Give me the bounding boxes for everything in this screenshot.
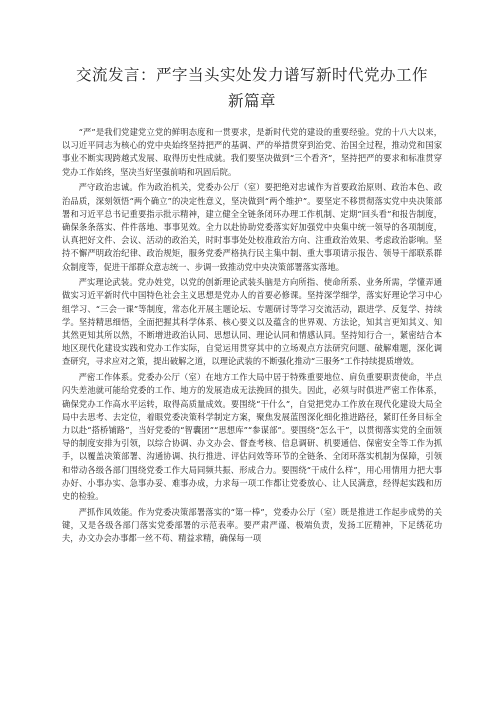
document-title-line-2: 新篇章 xyxy=(227,92,276,110)
paragraph-work-style: 严抓作风效能。作为党委决策部署落实的“第一棒”，党委办公厅（室）既是推进工作起步成势的关键，又是各级各部门落实党委部署的示范表率。要严肃严谨、极端负责，发扬工匠精神，下足绣花功夫，办文办会办事都一丝不苟、精益求精，确保每一项 xyxy=(62,506,442,544)
document-title-line-1: 交流发言：严字当头实处发力谱写新时代党办工作 xyxy=(75,66,428,84)
paragraph-political-loyalty: 严守政治忠诚。作为政治机关，党委办公厅（室）要把绝对忠诚作为首要政治原则、政治本色、政治品质，深刻领悟“两个确立”的决定性意义，坚决做到“两个维护”。要坚定不移贯彻落实党中央决策部署和习近平总书记重要指示批示精神，建立健全全链条闭环办理工作机制、定期“回头看”和报告制度，确保条条落实、件件落地、事事见效。全力以赴协助党委落实好加强党中央集中统一领导的各项制度，认真把好文件、会议、活动的政治关，时时事事处处校准政治方向、注重政治效果、考虑政治影响。坚持不懈严明政治纪律、政治规矩，服务党委严格执行民主集中制、重大事项请示报告、领导干部联系群众制度等，促进干部群众意志统一、步调一致推动党中央决策部署落实落地。 xyxy=(62,182,442,272)
paragraph-theory-study: 严实理论武装。党办姓党，以党的创新理论武装头脑是方向所指、使命所系、业务所需，学懂弄通做实习近平新时代中国特色社会主义思想是党办人的首要必修课。坚持深学细学，落实好理论学习中心组学习、“三会一课”等制度，常态化开展主题论坛、专题研讨等学习交流活动，跟进学、反复学、持续学。坚持精思细悟，全面把握其科学体系、核心要义以及蕴含的世界观、方法论，知其言更知其义、知其然更知其所以然，不断增进政治认同、思想认同、理论认同和情感认同。坚持知行合一，紧密结合本地区现代化建设实践和党办工作实际，自觉运用贯穿其中的立场观点方法研究问题、破解难题，深化调查研究，寻求应对之策，提出破解之道，以理论武装的不断强化推动“三服务”工作持续提质增效。 xyxy=(62,277,442,367)
paragraph-intro: “严”是我们党建党立党的鲜明态度和一贯要求，是新时代党的建设的重要经验。党的十八大以来，以习近平同志为核心的党中央始终坚持把严的基调、严的举措贯穿到治党、治国全过程，推动党和国家事业不断实现跨越式发展、取得历史性成就。我们要坚决做到“三个看齐”，坚持把严的要求和标准贯穿党办工作始终，坚决当好坚强前哨和巩固后院。 xyxy=(62,127,442,177)
paragraph-work-system: 严密工作体系。党委办公厅（室）在地方工作大局中居于特殊重要地位、肩负重要职责使命，半点闪失差池就可能给党委的工作、地方的发展造成无法挽回的损失。因此，必须与时俱进严密工作体系，确保党办工作高水平运转，取得高质量成效。要围绕“干什么”，自觉把党办工作放在现代化建设大局全局中去思考、去定位，着眼党委决策科学制定方案，聚焦发展蓝图深化细化推进路径，紧盯任务目标全力以赴“搭桥铺路”，当好党委的“智囊团”“思想库”“参谋部”。要围绕“怎么干”，以贯彻落实党的全面领导的制度安排为引领，以综合协调、办文办会、督查考核、信息调研、机要通信、保密安全等工作为抓手，以覆盖决策部署、沟通协调、执行推进、评估问效等环节的全链条、全闭环落实机制为保障，引领和带动各级各部门围绕党委工作大局同频共振、形成合力。要围绕“干成什么样”，用心用情用力把大事办好、小事办实、急事办妥、难事办成，力求每一项工作都让党委放心、让人民满意，经得起实践和历史的检验。 xyxy=(62,372,442,501)
